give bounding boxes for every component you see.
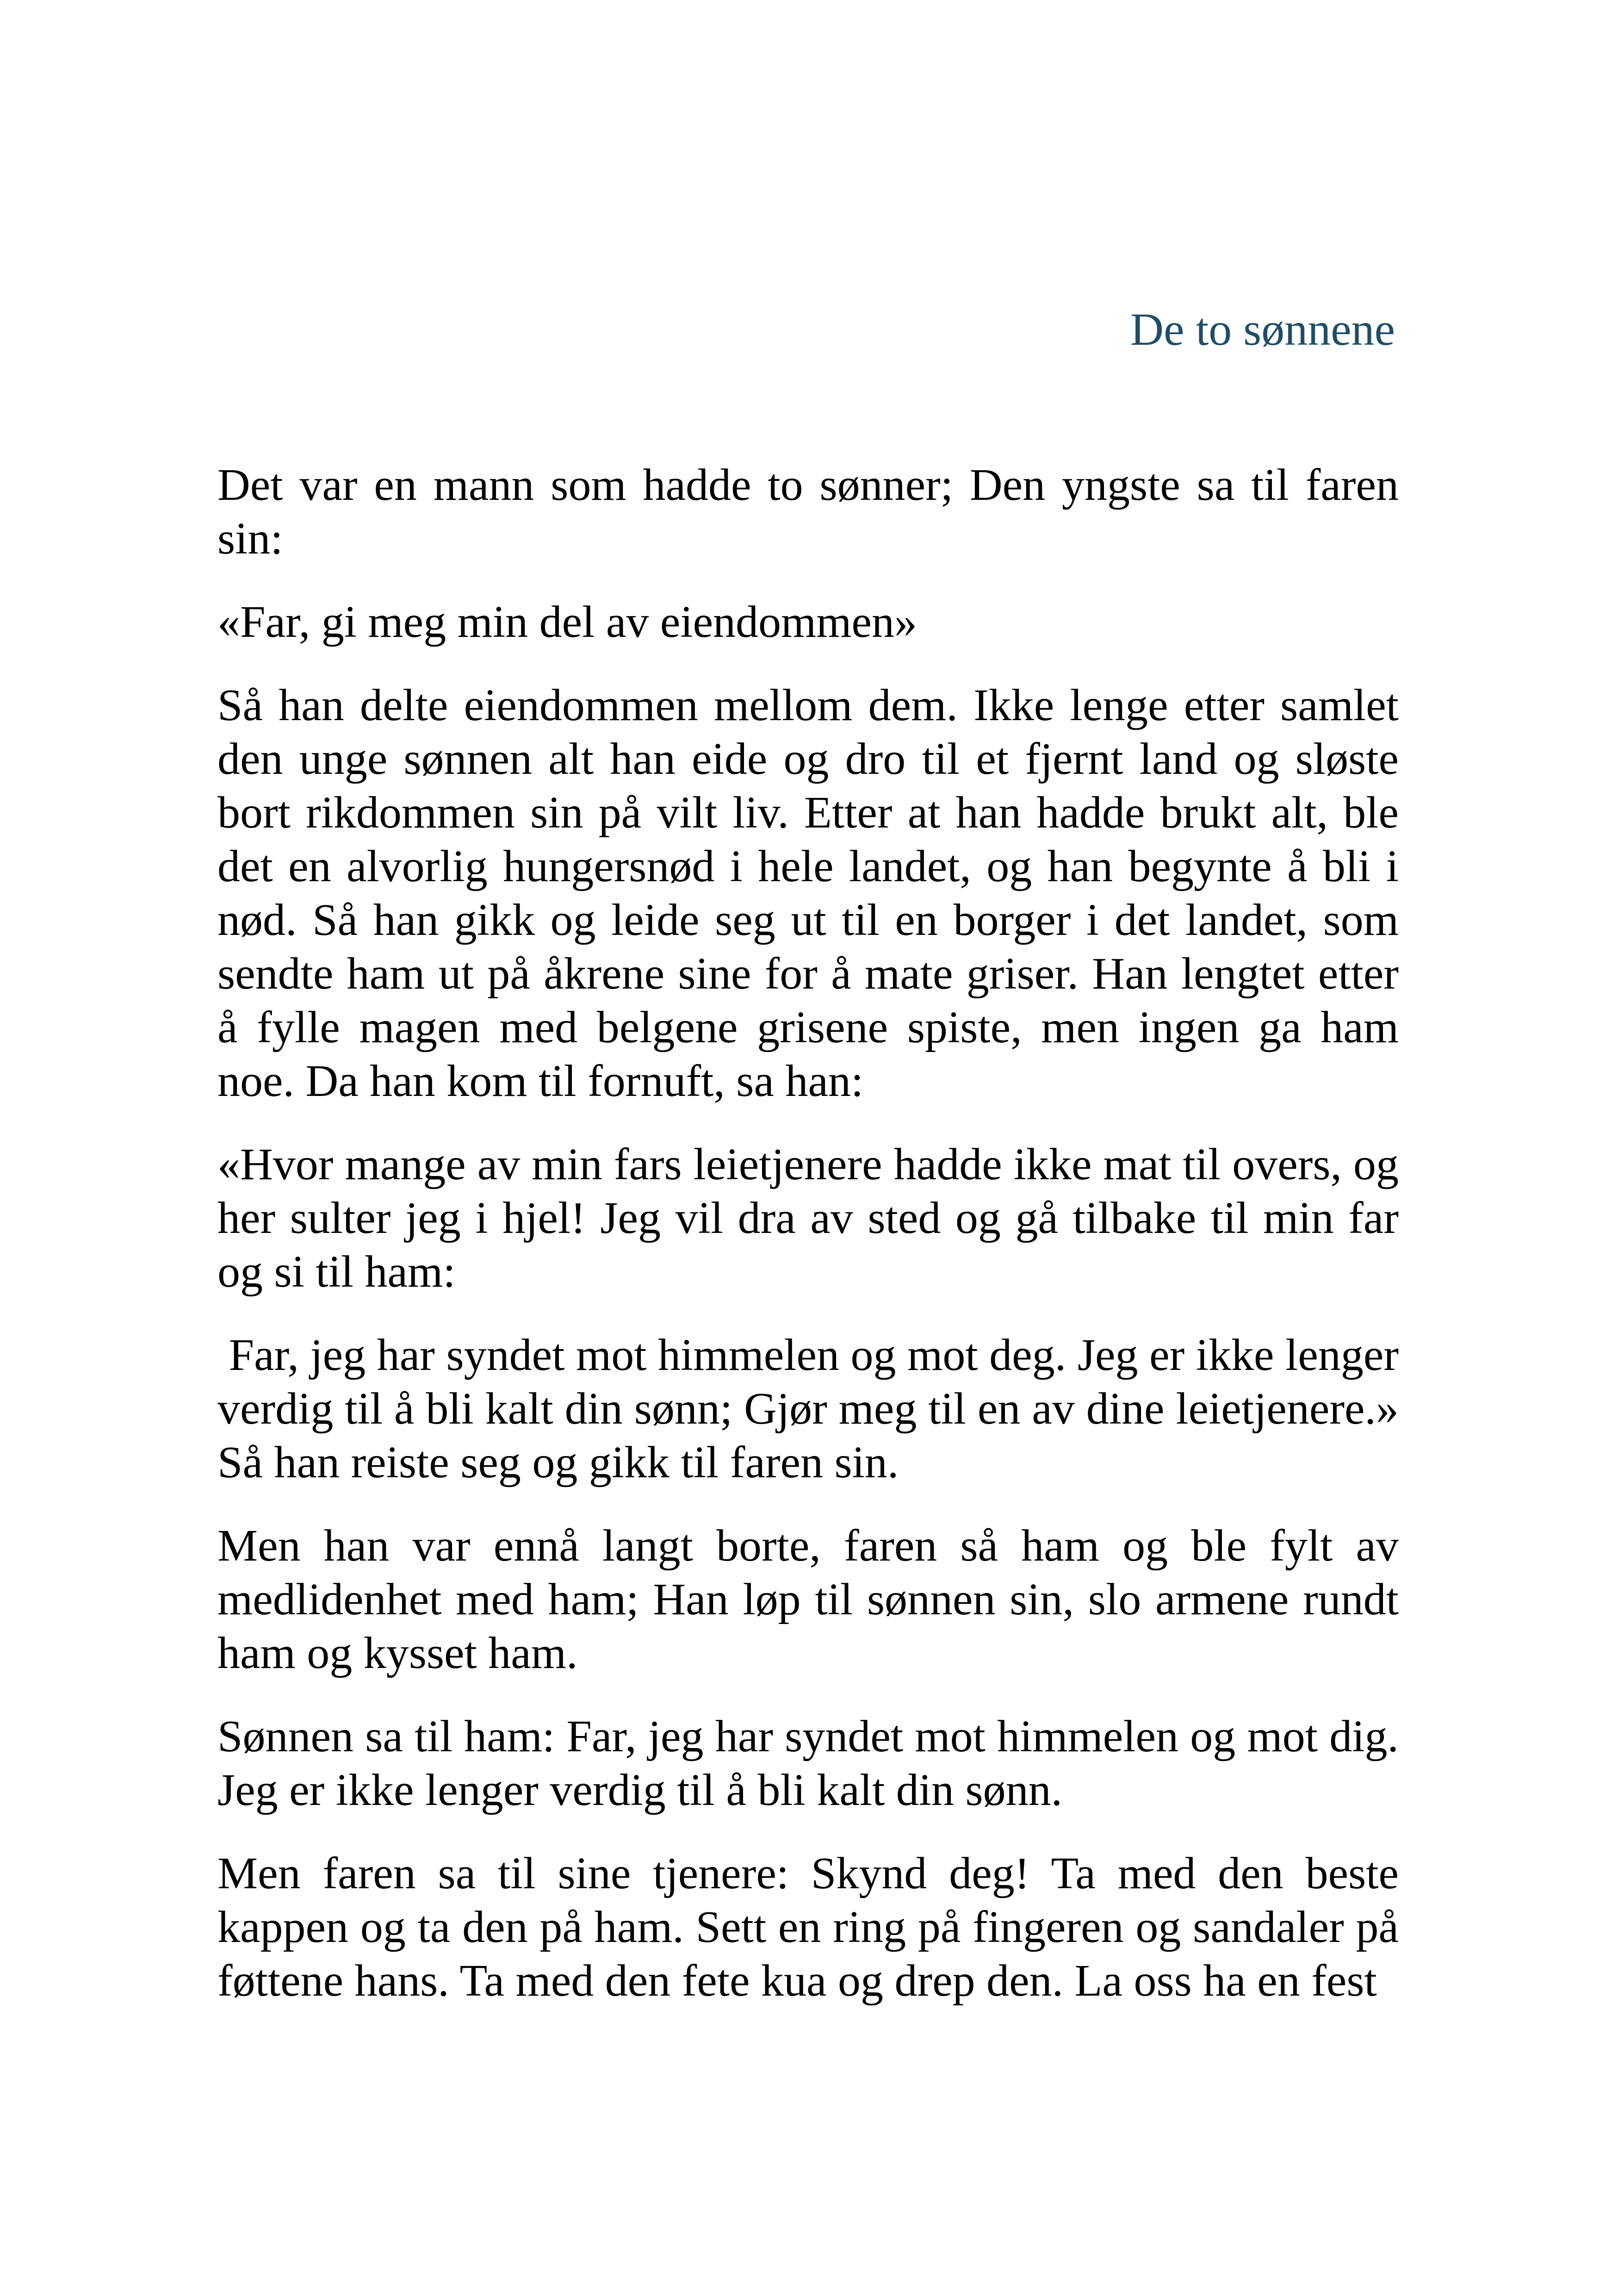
page-title: De to sønnene [1130, 304, 1395, 355]
paragraph-3: Så han delte eiendommen mellom dem. Ikke lenge etter samlet den unge sønnen alt han eide og dro til et fjernt land og sløste bort rikdommen sin på vilt liv. Etter at han hadde brukt alt, ble det en alvorlig hungersnød i hele landet, og han begynte å bli i nød. Så han gikk og leide seg ut til en borger i det landet, som sendte ham ut på åkrene sine for å mate griser. Han lengtet etter å fylle magen med belgene grisene spiste, men ingen ga ham noe. Da han kom til fornuft, sa han: [217, 680, 1410, 1106]
paragraph-1: Det var en mann som hadde to sønner; Den yngste sa til faren sin: [217, 460, 1410, 564]
paragraph-7: Sønnen sa til ham: Far, jeg har syndet mot himmelen og mot dig. Jeg er ikke lenger verdig til å bli kalt din sønn. [217, 1711, 1410, 1815]
paragraph-6: Men han var ennå langt borte, faren så ham og ble fylt av medlidenhet med ham; Han løp til sønnen sin, slo armene rundt ham og kysset ham. [217, 1521, 1410, 1678]
paragraph-8: Men faren sa til sine tjenere: Skynd deg! Ta med den beste kappen og ta den på ham. Sett en ring på fingeren og sandaler på føttene hans. Ta med den fete kua og drep den. La oss ha en fest [217, 1848, 1410, 2006]
paragraph-5: Far, jeg har syndet mot himmelen og mot deg. Jeg er ikke lenger verdig til å bli kalt din sønn; Gjør meg til en av dine leietjenere.» Så han reiste seg og gikk til faren sin. [217, 1330, 1410, 1487]
paragraph-4: «Hvor mange av min fars leietjenere hadde ikke mat til overs, og her sulter jeg i hjel! Jeg vil dra av sted og gå tilbake til min far og si til ham: [217, 1139, 1410, 1297]
body-text [217, 458, 1410, 2037]
paragraph-2: «Far, gi meg min del av eiendommen» [217, 597, 917, 647]
